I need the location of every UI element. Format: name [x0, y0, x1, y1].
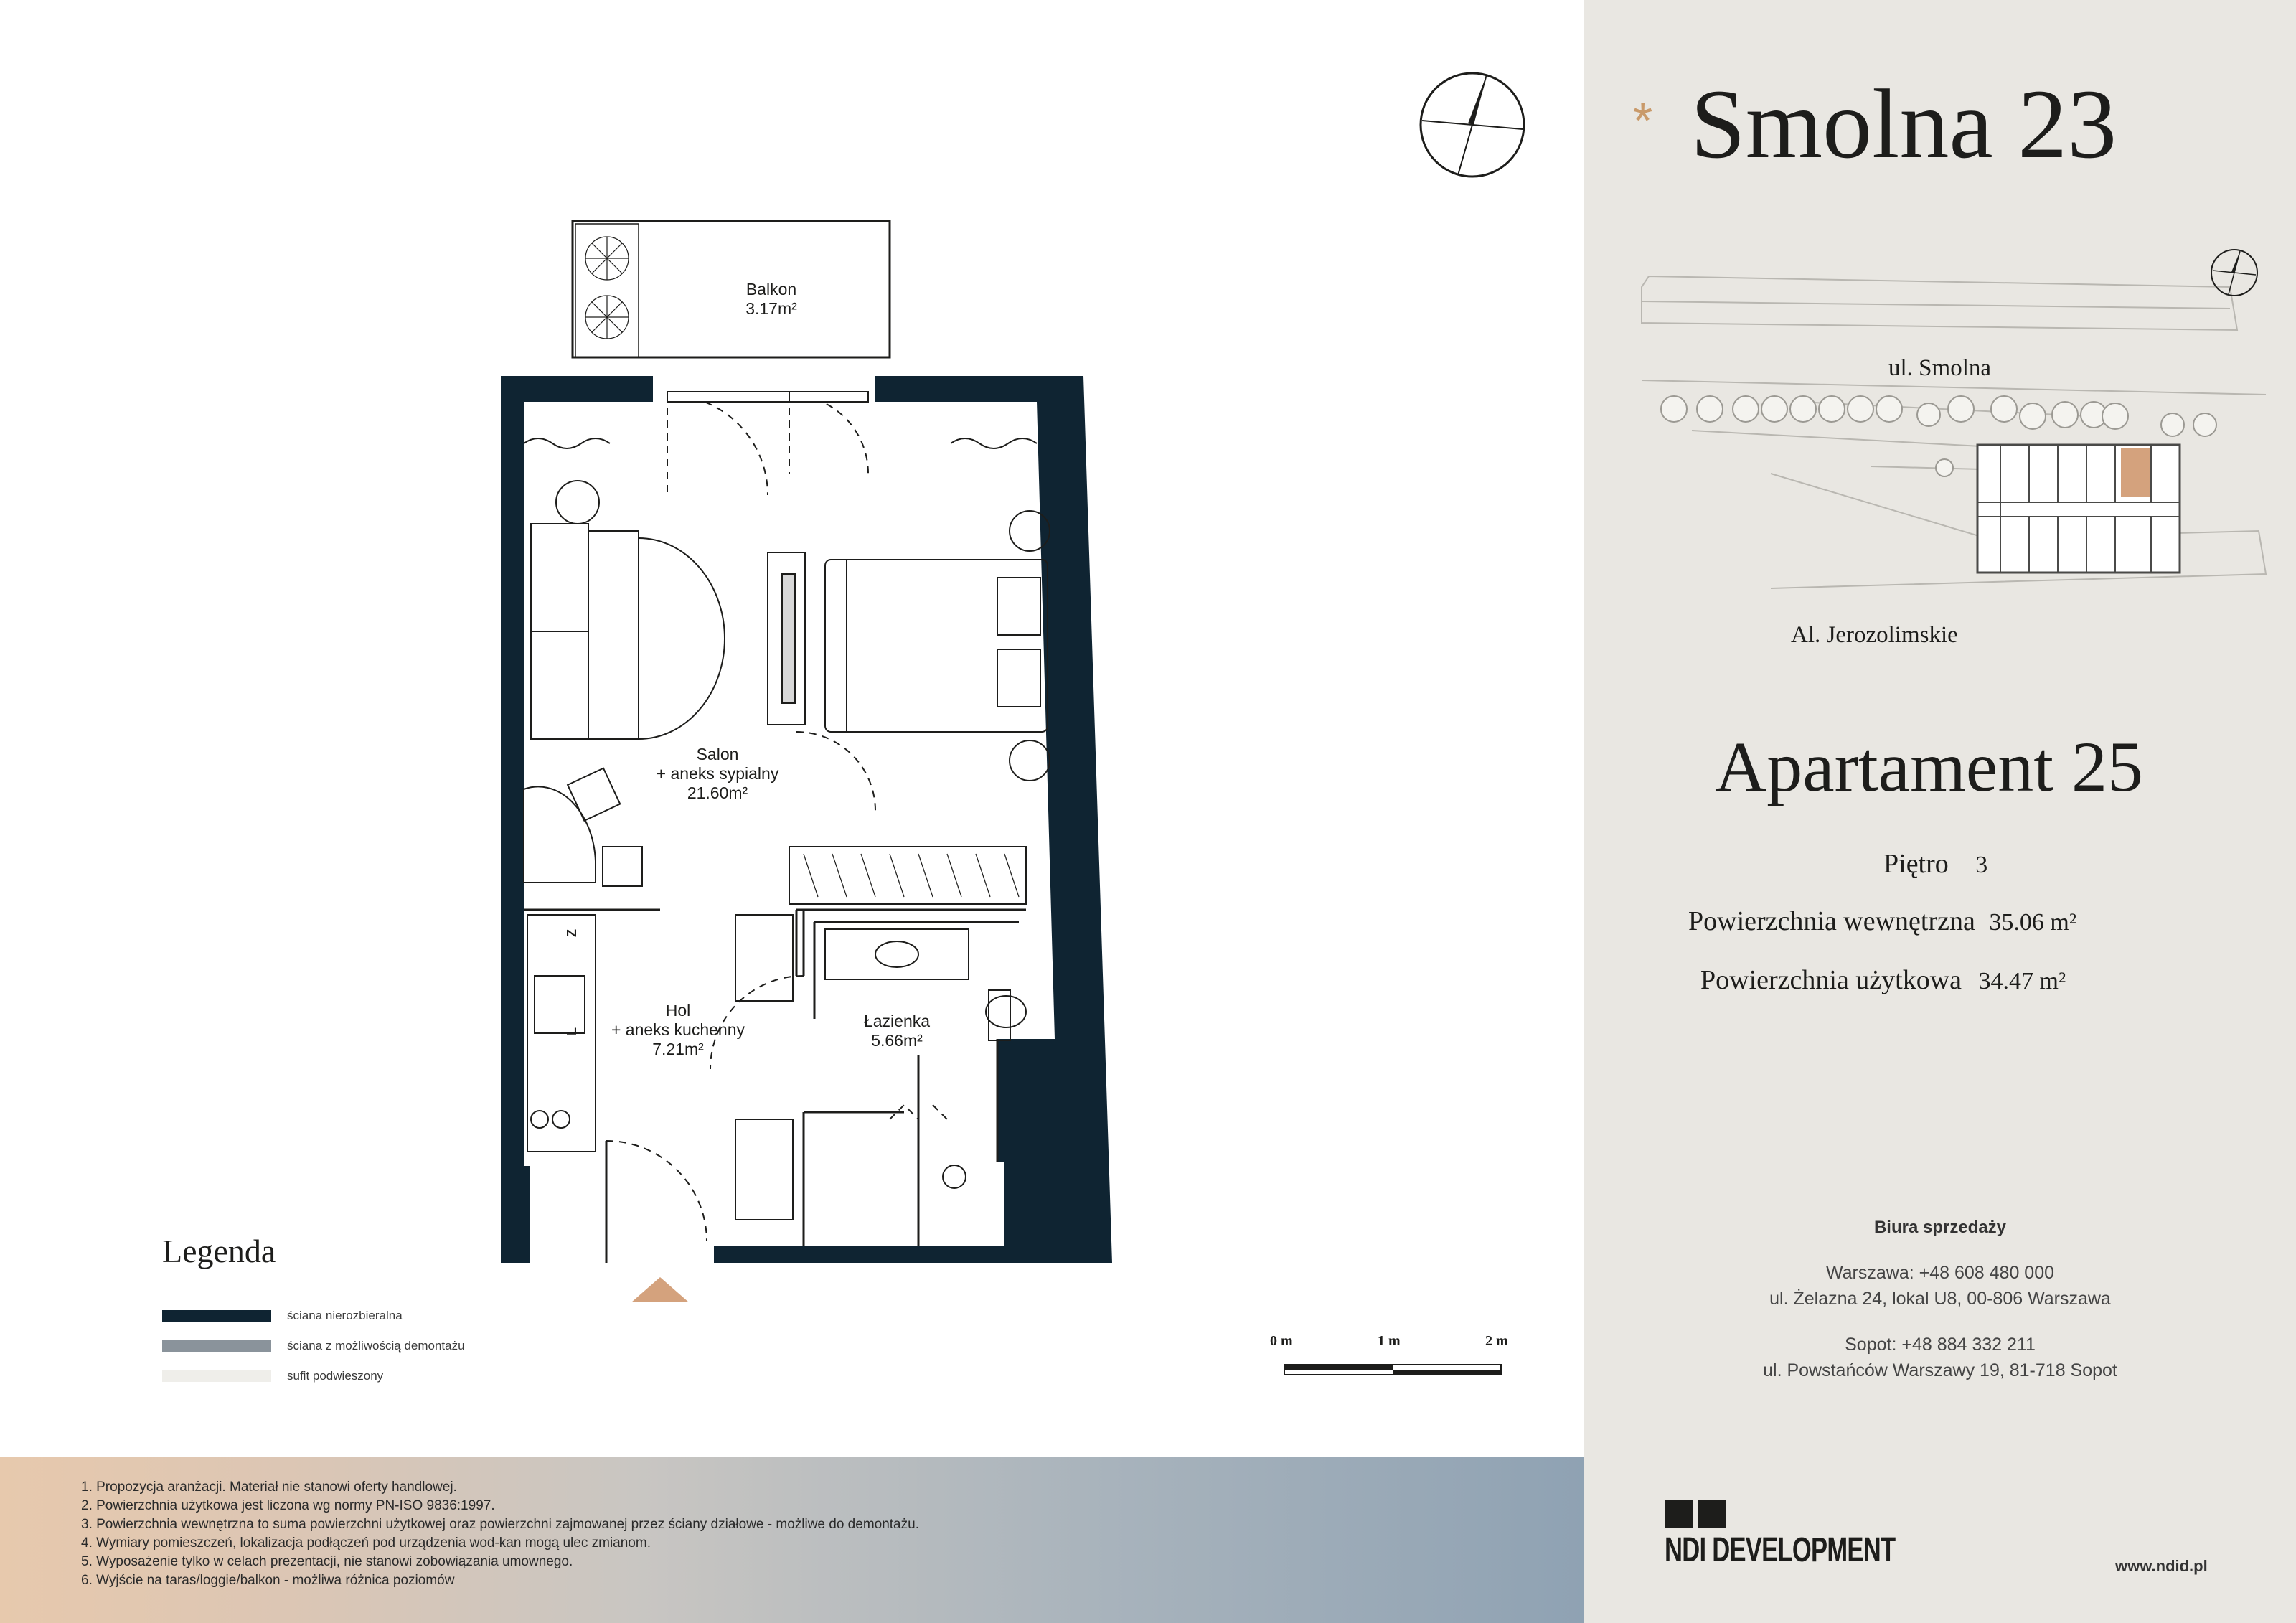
room-name: Hol — [665, 1001, 691, 1020]
room-lazienka — [839, 1012, 954, 1050]
room-area: 21.60m² — [687, 784, 748, 802]
street-jerozolimskie: Al. Jerozolimskie — [1791, 622, 1958, 648]
scale-labels — [1270, 1333, 1521, 1355]
sales-warsaw — [1584, 1260, 2296, 1312]
compass-icon — [1418, 70, 1527, 179]
usable-area-label: Powierzchnia użytkowa — [1700, 965, 1962, 995]
notes-list — [81, 1478, 919, 1590]
legend-item — [162, 1309, 465, 1323]
legend — [162, 1309, 465, 1383]
note-item: 5. Wyposażenie tylko w celach prezentacji, nie stanowi zobowiązania umownego. — [81, 1554, 573, 1569]
note-item: 6. Wyjście na taras/loggie/balkon - możliwa różnica poziomów — [81, 1573, 455, 1588]
warsaw-address: ul. Żelazna 24, lokal U8, 00-806 Warszawa — [1769, 1289, 2111, 1309]
legend-swatch-bearing — [162, 1310, 271, 1322]
bearing-walls — [501, 376, 1112, 1263]
note-item: 4. Wymiary pomieszczeń, lokalizacja podłączeń pod urządzenia wod-kan mogą ulec zmianom. — [81, 1535, 651, 1551]
asterisk-icon: * — [1633, 93, 1653, 149]
scale-label: 0 m — [1270, 1333, 1293, 1349]
note-item: 3. Powierzchnia wewnętrzna to suma powierzchni użytkowej oraz powierzchni zajmowanej przez ściany działowe - możliwe do demontażu. — [81, 1517, 919, 1532]
legend-swatch-removable — [162, 1340, 271, 1352]
logo-mark-icon — [1665, 1500, 1985, 1528]
scale-label: 2 m — [1485, 1333, 1508, 1349]
project-title: Smolna 23 — [1690, 69, 2117, 179]
street-smolna: ul. Smolna — [1888, 355, 1992, 381]
room-name: Salon — [696, 745, 739, 763]
room-hol — [588, 1001, 768, 1059]
room-name: Balkon — [745, 280, 797, 298]
room-area: 7.21m² — [652, 1040, 704, 1058]
dishwasher-mark: L — [565, 1027, 579, 1035]
room-balkon — [718, 280, 825, 319]
room-sub: + aneks kuchenny — [611, 1020, 745, 1039]
internal-area-value: 35.06 m² — [1989, 909, 2077, 936]
room-name: Łazienka — [863, 1012, 931, 1030]
apartment-highlight — [2121, 448, 2150, 497]
site-map — [1584, 237, 2296, 660]
note-item: 1. Propozycja aranżacji. Materiał nie stanowi oferty handlowej. — [81, 1479, 457, 1495]
map-compass-icon — [2211, 250, 2257, 296]
sales-title: Biura sprzedaży — [1873, 1218, 2007, 1237]
floor-plan-drawing — [495, 215, 1141, 1306]
scale-bar — [1283, 1362, 1505, 1379]
usable-area-row — [1700, 964, 2066, 996]
legend-swatch-ceiling — [162, 1370, 271, 1382]
brand-name: NDI DEVELOPMENT — [1665, 1531, 1896, 1569]
floor-label: Piętro — [1883, 849, 1949, 879]
legend-label: ściana nierozbieralna — [287, 1309, 403, 1322]
sopot-phone[interactable]: Sopot: +48 884 332 211 — [1845, 1335, 2036, 1355]
info-panel — [1584, 0, 2296, 1623]
apartment-title: Apartament 25 — [1715, 727, 2144, 806]
room-area: 5.66m² — [871, 1031, 923, 1050]
usable-area-value: 34.47 m² — [1978, 968, 2066, 994]
room-salon — [624, 745, 811, 803]
entrance-arrow-icon — [631, 1277, 689, 1302]
ndi-logo — [1665, 1500, 1985, 1568]
fridge-mark: Z — [565, 929, 579, 937]
floor-row — [1883, 848, 1987, 880]
scale-label: 1 m — [1378, 1333, 1401, 1349]
legend-item — [162, 1369, 465, 1383]
legend-item — [162, 1339, 465, 1353]
sopot-address: ul. Powstańców Warszawy 19, 81-718 Sopot — [1763, 1360, 2117, 1380]
legend-title: Legenda — [162, 1233, 276, 1269]
legend-label: ściana z możliwością demontażu — [287, 1339, 465, 1352]
room-area: 3.17m² — [745, 299, 797, 318]
legend-label: sufit podwieszony — [287, 1369, 384, 1383]
note-item: 2. Powierzchnia użytkowa jest liczona wg normy PN-ISO 9836:1997. — [81, 1498, 495, 1513]
warsaw-phone[interactable]: Warszawa: +48 608 480 000 — [1825, 1263, 2055, 1283]
sales-sopot — [1584, 1332, 2296, 1383]
floor-value: 3 — [1975, 852, 1988, 878]
room-sub: + aneks sypialny — [656, 764, 779, 783]
plant-icon — [585, 237, 629, 339]
internal-area-label: Powierzchnia wewnętrzna — [1688, 906, 1975, 936]
internal-area-row — [1688, 905, 2076, 937]
website-link[interactable]: www.ndid.pl — [2115, 1557, 2208, 1575]
notes-band — [0, 1457, 1584, 1623]
